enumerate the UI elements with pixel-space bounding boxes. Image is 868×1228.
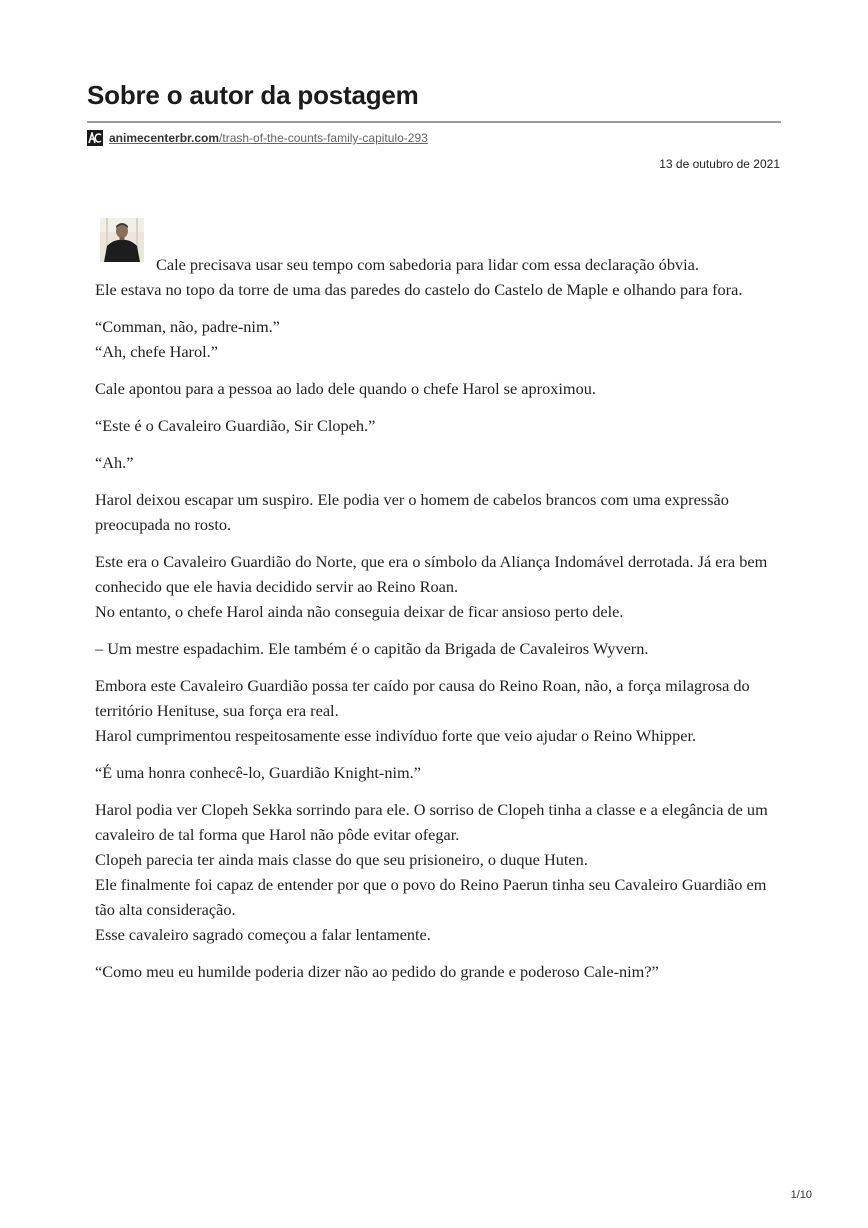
article-line: No entanto, o chefe Harol ainda não conseguia deixar de ficar ansioso perto dele. — [95, 602, 624, 621]
article-paragraph — [95, 636, 787, 661]
source-domain: animecenterbr.com — [109, 131, 220, 145]
site-logo-icon — [87, 130, 103, 146]
article-paragraph — [95, 673, 787, 748]
article-line: “Como meu eu humilde poderia dizer não ao pedido do grande e poderoso Cale-nim?” — [95, 962, 659, 981]
article-paragraph — [95, 760, 787, 785]
article-line: “Ah.” — [95, 453, 134, 472]
article-line: Harol podia ver Clopeh Sekka sorrindo para ele. O sorriso de Clopeh tinha a classe e a elegância de um cavaleiro de tal forma que Harol não pôde evitar ofegar. — [95, 800, 768, 844]
article-paragraph — [95, 959, 787, 984]
article-line: Clopeh parecia ter ainda mais classe do que seu prisioneiro, o duque Huten. — [95, 850, 588, 869]
article-line: Ele estava no topo da torre de uma das paredes do castelo do Castelo de Maple e olhando para fora. — [95, 280, 743, 299]
article-line: Harol cumprimentou respeitosamente esse indivíduo forte que veio ajudar o Reino Whipper. — [95, 726, 697, 745]
article-line: Cale precisava usar seu tempo com sabedoria para lidar com essa declaração óbvia. — [156, 255, 699, 274]
article-line: “Ah, chefe Harol.” — [95, 342, 218, 361]
article-line: – Um mestre espadachim. Ele também é o capitão da Brigada de Cavaleiros Wyvern. — [95, 639, 649, 658]
article-line: “Este é o Cavaleiro Guardião, Sir Clopeh.” — [95, 416, 376, 435]
article-paragraph — [95, 413, 787, 438]
article-paragraph — [95, 549, 787, 624]
source-path: /trash-of-the-counts-family-capitulo-293 — [219, 131, 428, 145]
article-body — [95, 252, 787, 996]
source-line — [87, 130, 428, 146]
article-line: Esse cavaleiro sagrado começou a falar lentamente. — [95, 925, 431, 944]
article-paragraph — [95, 252, 787, 302]
article-line: Este era o Cavaleiro Guardião do Norte, que era o símbolo da Aliança Indomável derrotada. Já era bem conhecido que ele havia decidido servir ao Reino Roan. — [95, 552, 768, 596]
article-line: Cale apontou para a pessoa ao lado dele quando o chefe Harol se aproximou. — [95, 379, 596, 398]
post-date: 13 de outubro de 2021 — [659, 157, 780, 171]
article-paragraph — [95, 487, 787, 537]
article-line: Ele finalmente foi capaz de entender por que o povo do Reino Paerun tinha seu Cavaleiro Guardião em tão alta consideração. — [95, 875, 767, 919]
article-paragraph — [95, 797, 787, 947]
article-line: “É uma honra conhecê-lo, Guardião Knight-nim.” — [95, 763, 421, 782]
article-line: “Comman, não, padre-nim.” — [95, 317, 280, 336]
article-paragraph — [95, 450, 787, 475]
page-title: Sobre o autor da postagem — [87, 80, 419, 110]
title-divider — [87, 121, 781, 123]
article-line: Embora este Cavaleiro Guardião possa ter caído por causa do Reino Roan, não, a força milagrosa do território Henituse, sua força era real. — [95, 676, 750, 720]
article-line: Harol deixou escapar um suspiro. Ele podia ver o homem de cabelos brancos com uma expressão preocupada no rosto. — [95, 490, 729, 534]
article-paragraph — [95, 314, 787, 364]
source-link[interactable] — [109, 131, 428, 145]
page-number: 1/10 — [790, 1189, 812, 1201]
article-paragraph — [95, 376, 787, 401]
